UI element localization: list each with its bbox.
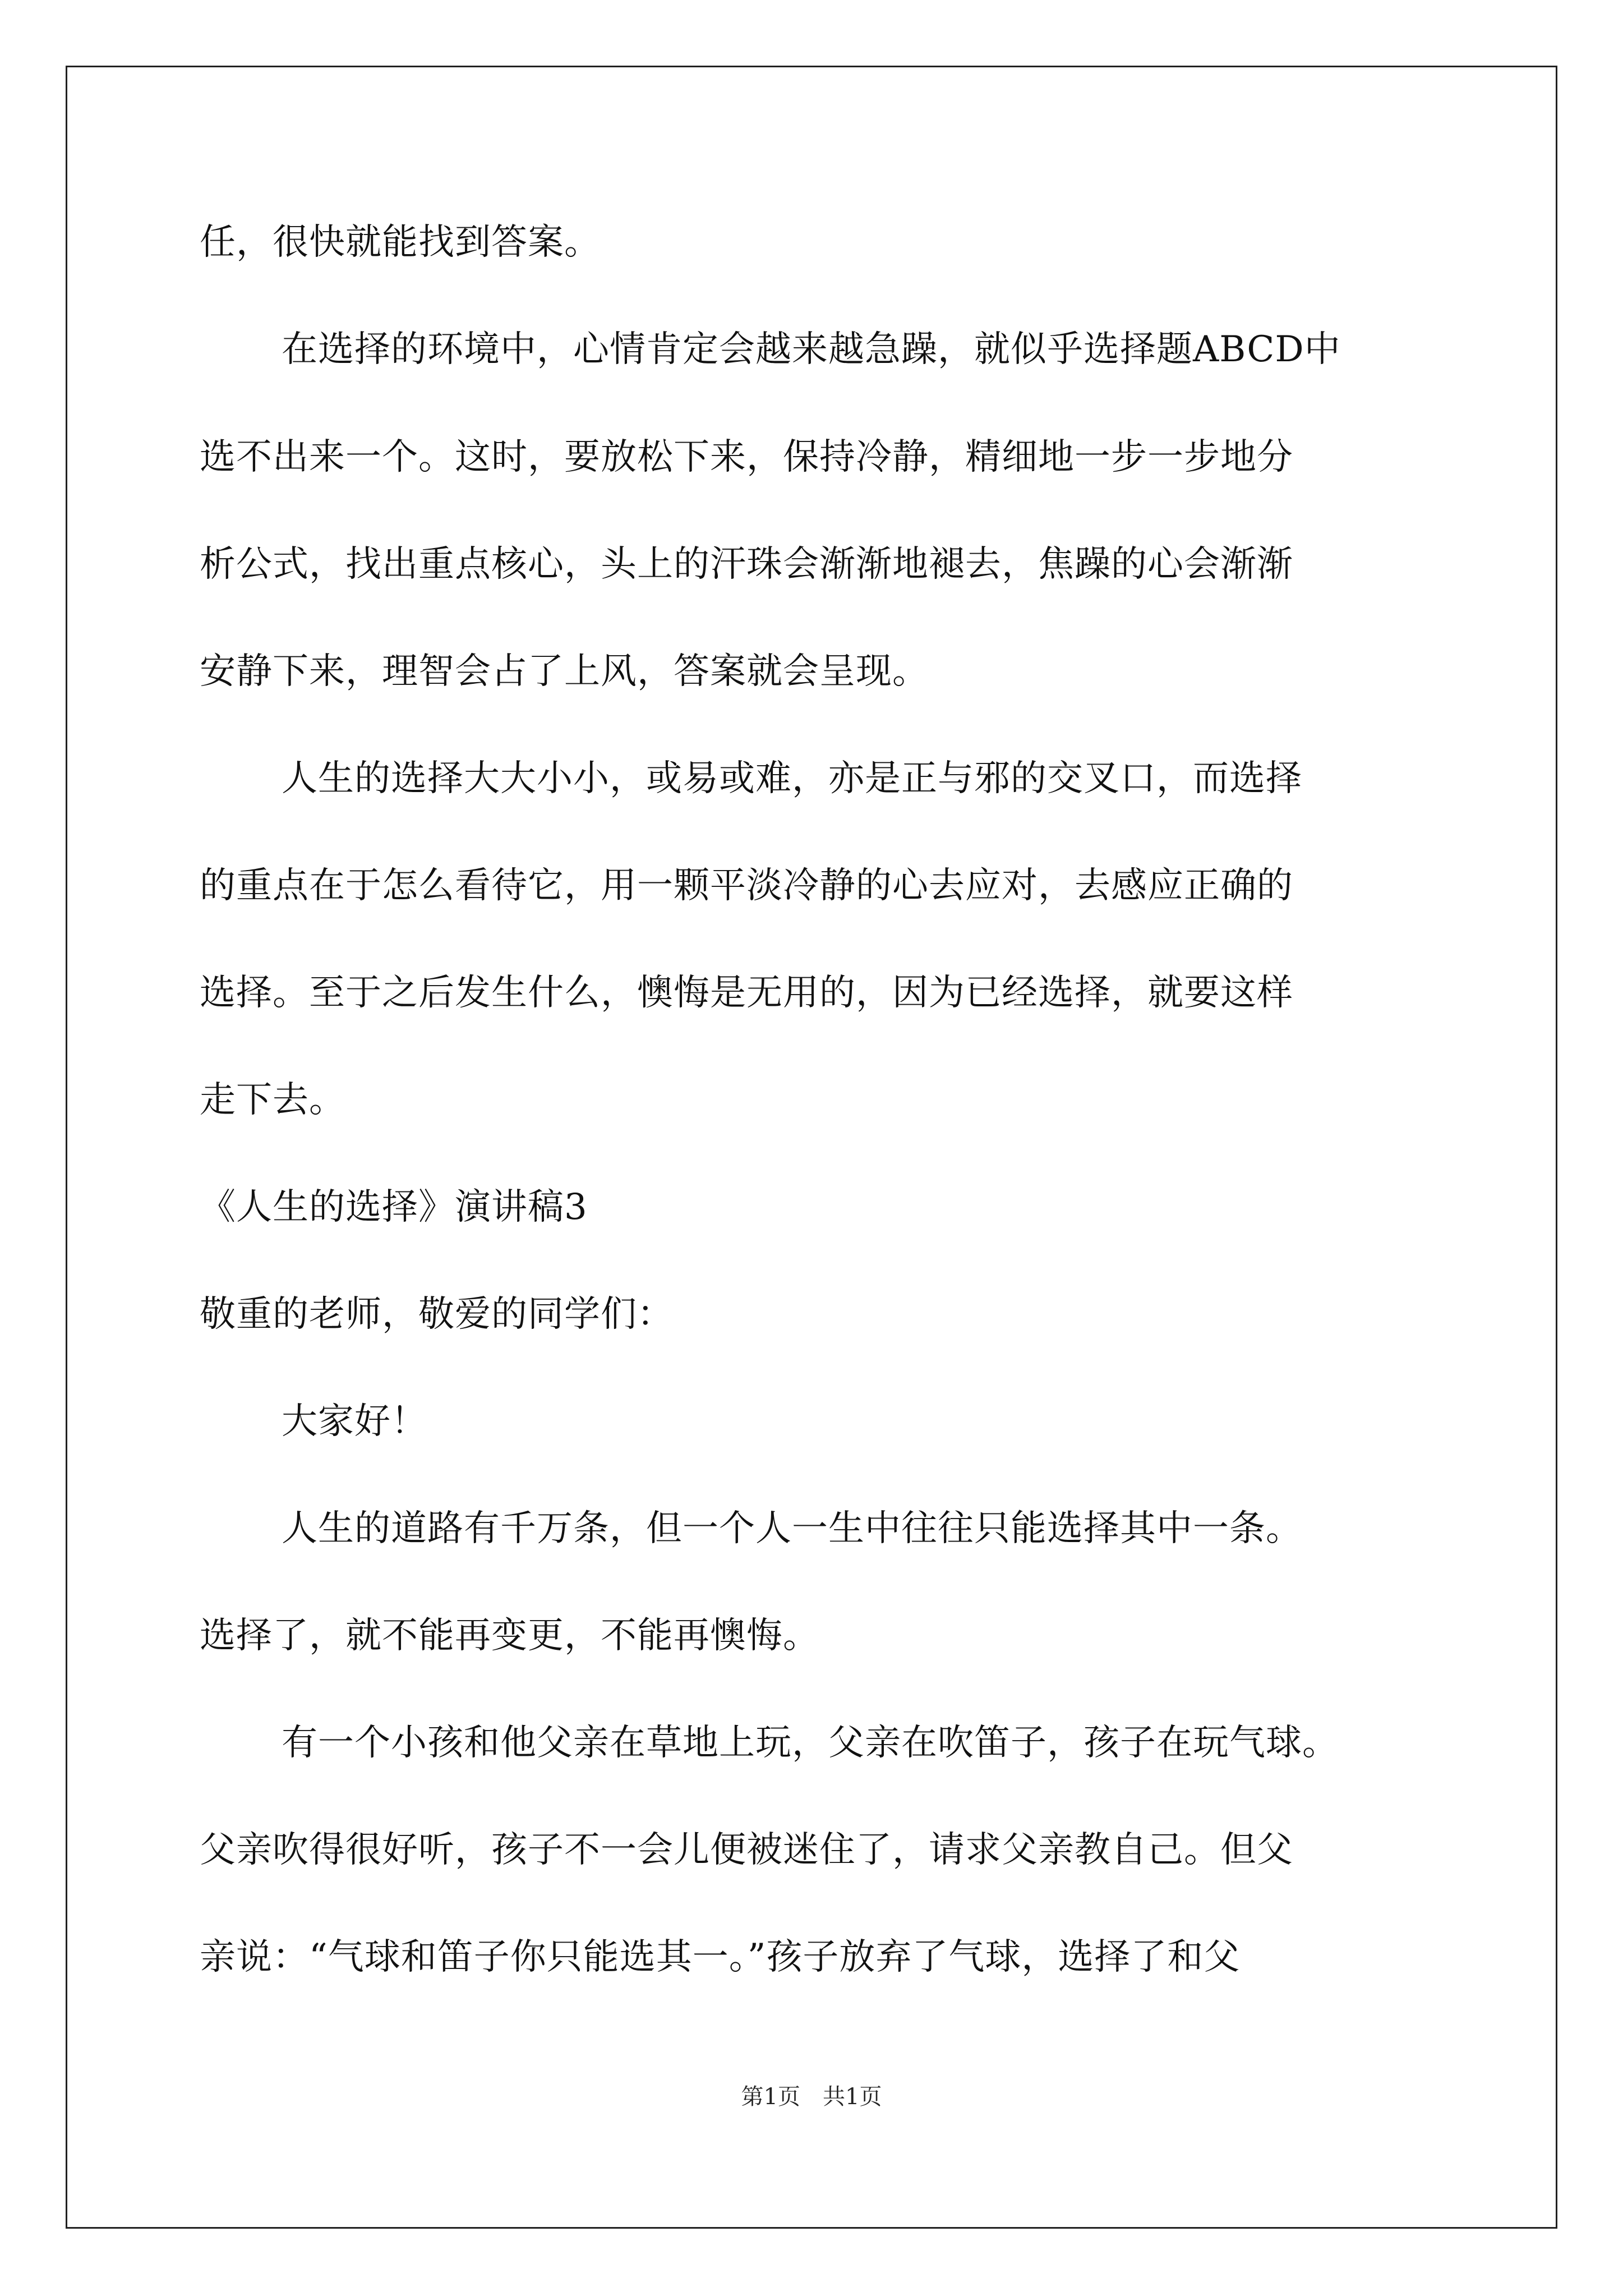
paragraph-line: 安静下来，理智会占了上风，答案就会呈现。 (200, 651, 929, 692)
paragraph-line: 人生的选择大大小小，或易或难，亦是正与邪的交叉口，而选择 (282, 758, 1302, 799)
paragraph-line: 走下去。 (200, 1079, 345, 1121)
paragraph-line: 在选择的环境中，心情肯定会越来越急躁，就似乎选择题ABCD中 (282, 329, 1341, 370)
paragraph-line: 任，很快就能找到答案。 (200, 222, 601, 263)
paragraph-line: 的重点在于怎么看待它，用一颗平淡冷静的心去应对，去感应正确的 (200, 865, 1293, 907)
page-footer: 第1页 共1页 (741, 2084, 882, 2110)
page-border (66, 66, 1557, 2229)
paragraph-line: 选择。至于之后发生什么，懊悔是无用的，因为已经选择，就要这样 (200, 972, 1293, 1014)
paragraph-line: 析公式，找出重点核心，头上的汗珠会渐渐地褪去，焦躁的心会渐渐 (200, 544, 1293, 585)
greeting: 大家好！ (282, 1401, 427, 1442)
salutation: 敬重的老师，敬爱的同学们： (200, 1294, 674, 1335)
paragraph-line: 父亲吹得很好听，孩子不一会儿便被迷住了，请求父亲教自己。但父 (200, 1829, 1293, 1871)
paragraph-line: 人生的道路有千万条，但一个人一生中往往只能选择其中一条。 (282, 1508, 1302, 1549)
paragraph-line: 选不出来一个。这时，要放松下来，保持冷静，精细地一步一步地分 (200, 436, 1293, 478)
section-heading: 《人生的选择》演讲稿3 (200, 1186, 588, 1228)
paragraph-line: 亲说：“气球和笛子你只能选其一。”孩子放弃了气球，选择了和父 (200, 1936, 1241, 1978)
paragraph-line: 有一个小孩和他父亲在草地上玩，父亲在吹笛子，孩子在玩气球。 (282, 1722, 1339, 1764)
paragraph-line: 选择了，就不能再变更，不能再懊悔。 (200, 1615, 819, 1657)
